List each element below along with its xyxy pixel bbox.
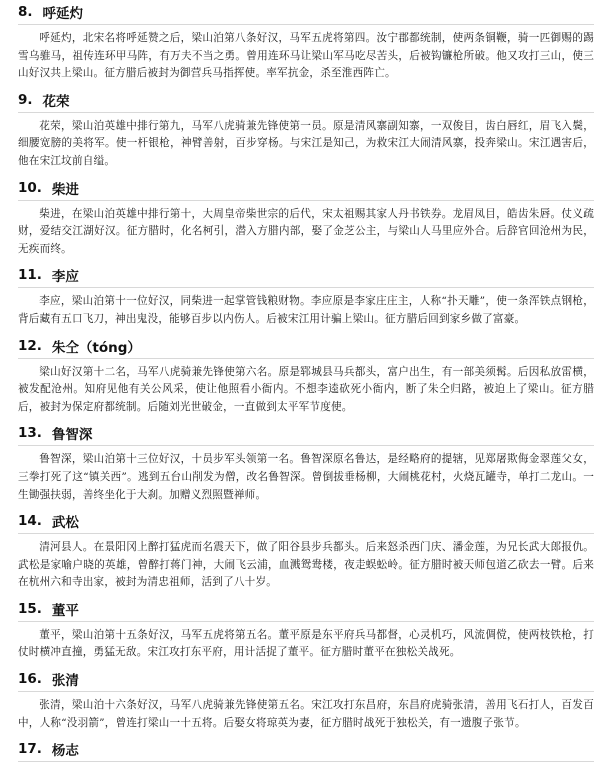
entry-bio: 呼延灼，北宋名将呼延赞之后，梁山泊第八条好汉，马军五虎将第四。汝宁郡都统制，使两条铜鞭，骑一匹御赐的踢雪乌骓马，祖传连环甲马阵，有万夫不当之勇。曾用连环马让梁山军马吃尽苦头，后被钩镰枪所破。他又攻打三山，使三山好汉共上梁山。征方腊后被封为御营兵马指挥使。率军抗金，杀至淮西阵亡。 — [18, 32, 594, 80]
entry-number: 13. — [18, 425, 42, 442]
entry-number: 12. — [18, 337, 42, 354]
entry-name: 花荣 — [42, 93, 70, 110]
hero-entry — [18, 334, 594, 422]
hero-entry — [18, 597, 594, 667]
entry-bio: 董平，梁山泊第十五条好汉，马军五虎将第五名。董平原是东平府兵马都督，心灵机巧，风流倜傥，使两枝铁枪，打仗时横冲直撞，勇猛无敌。宋江攻打东平府，用计活捉了董平。征方腊时董平在独松关战死。 — [18, 628, 594, 659]
entry-number: 16. — [18, 671, 42, 688]
entry-bio: 柴进，在梁山泊英雄中排行第十，大周皇帝柴世宗的后代，宋太祖赐其家人丹书铁券。龙眉凤目，皓齿朱唇。仗义疏财，爱结交江湖好汉。征方腊时，化名柯引，潜入方腊内部，娶了金芝公主，与梁山人马里应外合。后辞官回沧州为民，无疾而终。 — [18, 207, 594, 255]
hero-entry — [18, 667, 594, 737]
entry-name: 杨志 — [51, 743, 79, 760]
entry-bio: 清河县人。在景阳冈上醉打猛虎而名震天下，做了阳谷县步兵都头。后来怒杀西门庆、潘金莲，为兄长武大郎报仇。武松是家喻户晓的英雄，曾醉打蒋门神，大闹飞云浦，血溅鸳鸯楼，夜走蜈蚣岭。征方腊时被天师包道乙砍去一臂。后来在杭州六和寺出家，被封为清忠祖师，活到了八十岁。 — [18, 541, 594, 589]
entry-name: 呼延灼 — [42, 6, 84, 22]
entry-heading — [18, 509, 594, 534]
entry-bio: 张清，梁山泊十六条好汉，马军八虎骑兼先锋使第五名。宋江攻打东昌府，东昌府虎骑张清，善用飞石打人，百发百中，人称“没羽箭”，曾连打梁山一十五将。后娶女将琼英为妻，征方腊时战死于独松关，有一遗腹子张节。 — [18, 699, 594, 729]
entry-heading — [18, 176, 594, 201]
entry-heading — [18, 88, 594, 113]
hero-entry — [18, 88, 594, 176]
entry-name: 张清 — [51, 673, 79, 690]
entry-heading — [18, 334, 594, 359]
entry-name: 柴进 — [51, 181, 79, 198]
entry-heading — [18, 0, 594, 25]
hero-entry — [18, 509, 594, 597]
hero-entry — [18, 176, 594, 264]
entry-bio: 李应，梁山泊第十一位好汉，同柴进一起掌管钱粮财物。李应原是李家庄庄主，人称“扑天雕”，使一条浑铁点钢枪，背后藏有五口飞刀，神出鬼没，能够百步以内伤人。后被宋江用计骗上梁山。征方腊后回到家乡做了富豪。 — [18, 295, 594, 325]
entry-number: 15. — [18, 600, 42, 617]
entry-number: 10. — [18, 179, 42, 196]
hero-entry — [18, 421, 594, 509]
entry-name: 朱仝（tóng） — [51, 339, 141, 356]
entry-number: 17. — [18, 741, 42, 758]
entry-name: 李应 — [51, 269, 79, 286]
entry-name: 鲁智深 — [51, 427, 93, 444]
entry-name: 武松 — [51, 515, 79, 532]
hero-entry — [18, 0, 594, 88]
entry-heading — [18, 263, 594, 288]
entry-heading — [18, 667, 594, 692]
entry-number: 9. — [18, 91, 33, 108]
entry-heading — [18, 421, 594, 446]
entry-number: 8. — [18, 4, 33, 20]
hero-entry — [18, 737, 594, 762]
entry-bio: 鲁智深，梁山泊第十三位好汉，十员步军头领第一名。鲁智深原名鲁达，是经略府的提辖，见郑屠欺侮金翠莲父女，三拳打死了这“镇关西”。逃到五台山削发为僧，改名鲁智深。曾倒拔垂杨柳，大闹桃花村，火烧瓦罐寺，单打二龙山。一生锄强扶弱，善终坐化于大刹。加赠义烈照暨禅师。 — [18, 453, 594, 501]
entry-name: 董平 — [51, 602, 79, 619]
entry-heading — [18, 737, 594, 762]
entry-number: 11. — [18, 267, 42, 284]
entry-number: 14. — [18, 513, 42, 530]
entry-heading — [18, 597, 594, 622]
hero-entry — [18, 263, 594, 333]
entry-bio: 梁山好汉第十二名，马军八虎骑兼先锋使第六名。原是郓城县马兵都头，富户出生，有一部美须髯。后因私放雷横，被发配沧州。知府见他有关公风采，使让他照看小衙内。不想李逵砍死小衙内，断了朱仝归路，被迫上了梁山。征方腊后，被封为保定府都统制。后随刘光世破金，一直做到太平军节度使。 — [18, 365, 594, 413]
entry-bio: 花荣，梁山泊英雄中排行第九，马军八虎骑兼先锋使第一员。原是清风寨副知寨，一双俊目，齿白唇红，眉飞入鬓，细腰宽膀的美将军。使一杆银枪，神臂善射，百步穿杨。与宋江是知己，为救宋江大闹清风寨，投奔梁山。宋江遇害后，他在宋江坟前自缢。 — [18, 119, 594, 167]
